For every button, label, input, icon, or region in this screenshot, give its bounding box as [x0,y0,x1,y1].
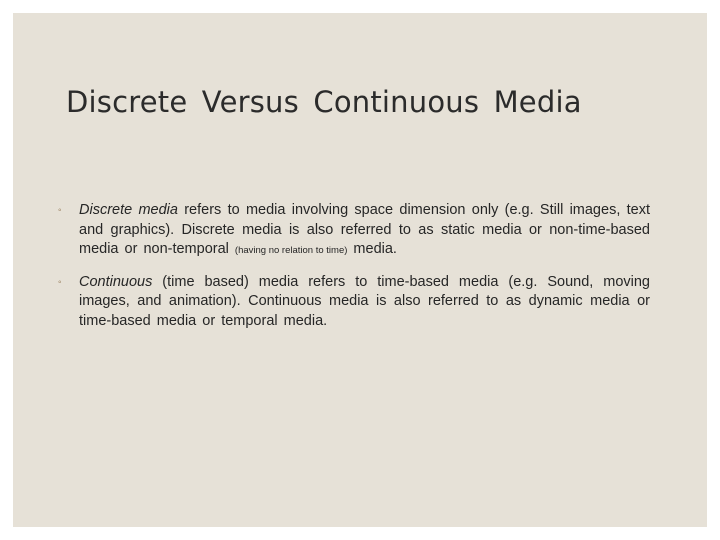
bullet-continuous-media [58,273,650,332]
bullet-marker-icon: ◦ [58,205,62,216]
term-continuous: Continuous [79,273,153,290]
bullet-note: (having no relation to time) [234,245,348,256]
slide [13,13,707,527]
term-discrete-media: Discrete media [79,202,178,218]
slide-title: Discrete Versus Continuous Media [66,85,582,119]
bullet-discrete-media [58,201,650,261]
bullet-text: refers to media involving space dimension only (e.g. Still images, text and graphics). Discrete media is also referred to as static media or non-time-based media or non-temporal [79,202,650,257]
bullet-marker-icon: ◦ [58,276,62,288]
bullet-text-end: media. [347,241,397,257]
bullet-text: (time based) media refers to time-based media (e.g. Sound, moving images, and animation). Continuous media is also referred to as dynamic media or time-based media or temporal media. [79,273,650,329]
bullet-list [58,201,650,343]
